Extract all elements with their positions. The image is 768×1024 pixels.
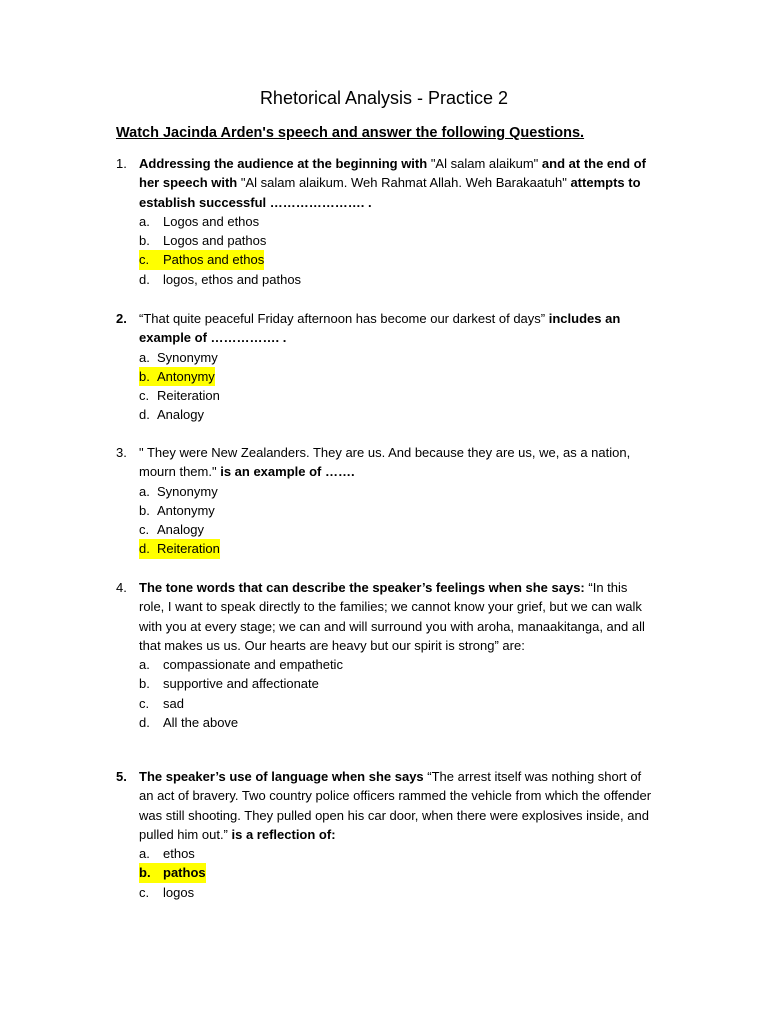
question-number: 3. [116, 445, 127, 460]
option-c: c. sad [139, 695, 184, 711]
option-c: c. Reiteration [139, 388, 220, 404]
question-4 [116, 578, 656, 732]
question-number: 5. [116, 769, 127, 784]
option-a: a. compassionate and empathetic [139, 657, 343, 673]
question-2 [116, 309, 656, 425]
question-text: " They were New Zealanders. They are us. And because they are us, we, as a nation, mourn them." is an example of ……. [139, 445, 631, 480]
option-a: a. ethos [139, 846, 195, 862]
option-d-highlighted: d. Reiteration [139, 539, 656, 558]
option-b: b. supportive and affectionate [139, 676, 319, 692]
option-b-highlighted: b. Antonymy [139, 367, 656, 386]
option-d: d. Analogy [139, 407, 204, 423]
instructions-heading: Watch Jacinda Arden's speech and answer the following Questions. [116, 125, 585, 141]
option-d: d. All the above [139, 715, 239, 731]
option-c-highlighted: c. Pathos and ethos [139, 250, 656, 269]
option-d: d. logos, ethos and pathos [139, 271, 302, 287]
option-a: a. Synonymy [139, 483, 218, 499]
question-text: “That quite peaceful Friday afternoon has become our darkest of days” includes an example of ……………. . [139, 311, 621, 346]
question-1 [116, 154, 656, 289]
option-b: b. Antonymy [139, 502, 215, 518]
page-title: Rhetorical Analysis - Practice 2 [259, 88, 509, 108]
option-c: c. Analogy [139, 522, 204, 538]
question-text: The speaker’s use of language when she says “The arrest itself was nothing short of an act of bravery. Two country police officers rammed the vehicle from which the offender was still shooting. They pulled open his car door, when there were explosives inside, and pulled him out.” is a reflection of: [139, 769, 652, 842]
question-text: The tone words that can describe the speaker’s feelings when she says: “In this role, I want to speak directly to the families; we cannot know your grief, but we can walk with you at every stage; we can and will surround you with aroha, manaakitanga, and all that makes us us. Our hearts are heavy but our spirit is strong” are: [139, 580, 645, 653]
question-number: 1. [116, 156, 127, 171]
option-b: b. Logos and pathos [139, 233, 267, 249]
question-5 [116, 767, 656, 902]
question-3 [116, 443, 656, 559]
question-text: Addressing the audience at the beginning with "Al salam alaikum" and at the end of her speech with "Al salam alaikum. Weh Rahmat Allah. Weh Barakaatuh" attempts to establish successful …………………. . [139, 156, 646, 210]
option-a: a. Logos and ethos [139, 213, 260, 229]
option-b-highlighted: b. pathos [139, 863, 656, 882]
option-c: c. logos [139, 884, 195, 900]
option-a: a. Synonymy [139, 349, 218, 365]
question-number: 4. [116, 580, 127, 595]
question-number: 2. [116, 311, 127, 326]
